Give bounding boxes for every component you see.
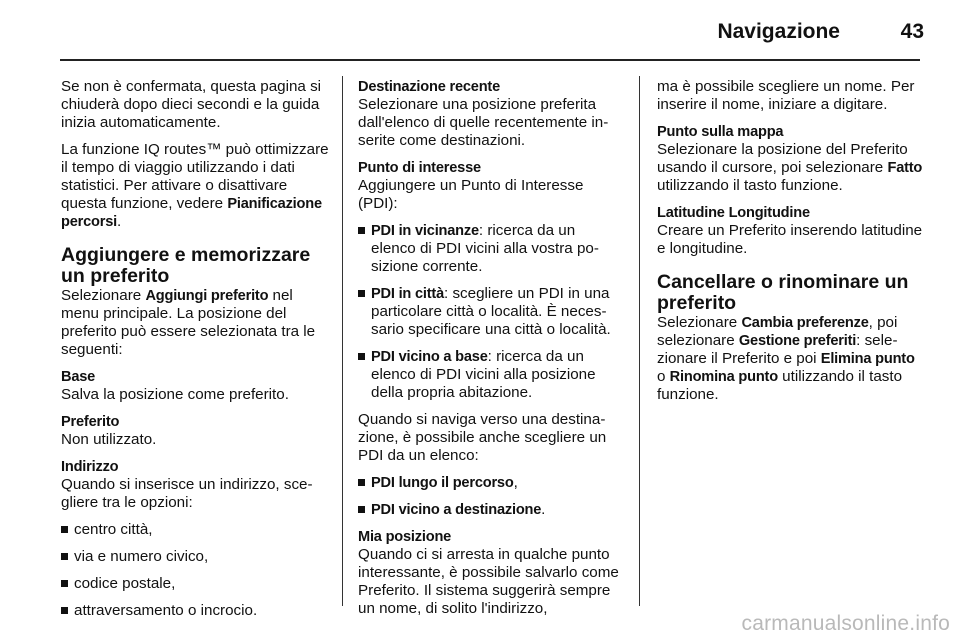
paragraph: Se non è confermata, questa pagina si chiuderà dopo dieci secondi e la guida inizia automaticamente. bbox=[61, 78, 322, 131]
paragraph: ma è possibile scegliere un nome. Per inserire il nome, iniziare a digitare. bbox=[657, 78, 915, 113]
page-number: 43 bbox=[900, 20, 924, 43]
header-rule bbox=[60, 59, 920, 61]
column-divider bbox=[639, 76, 640, 606]
paragraph: Non utilizzato. bbox=[61, 431, 157, 448]
list-item: PDI lungo il percorso, bbox=[358, 474, 622, 492]
list-item: PDI vicino a base: ricerca da un elenco di PDI vicini alla posizione della propria abitazione. bbox=[358, 348, 622, 402]
chapter-title: Navigazione bbox=[717, 20, 840, 43]
subheading: Base bbox=[61, 369, 96, 385]
list-item: via e numero civico, bbox=[61, 548, 329, 566]
list-item: PDI vicino a destinazione. bbox=[358, 501, 622, 519]
column-divider bbox=[342, 76, 343, 606]
watermark: carmanualsonline.info bbox=[741, 612, 950, 635]
list-item: PDI in città: scegliere un PDI in una particolare città o località. È necessario specificare una città o località. bbox=[358, 285, 622, 339]
paragraph: Selezionare la posizione del Preferito usando il cursore, poi selezionare Fatto utilizzando il tasto funzione. bbox=[657, 141, 923, 194]
column-1 bbox=[61, 78, 329, 629]
route-poi-list bbox=[358, 474, 622, 519]
subheading: Mia posizione bbox=[358, 529, 452, 545]
subheading: Punto di interesse bbox=[358, 160, 481, 176]
paragraph: Selezionare Aggiungi preferito nel menu principale. La posizione del preferito può essere selezionata tra le seguenti: bbox=[61, 287, 316, 358]
subheading: Destinazione recente bbox=[358, 79, 500, 95]
paragraph: Creare un Preferito inserendo latitudine e longitudine. bbox=[657, 222, 923, 257]
paragraph: Selezionare Cambia preferenze, poi selezionare Gestione preferiti: selezionare il Preferito e poi Elimina punto o Rinomina punto utilizzando il tasto funzione. bbox=[657, 314, 915, 403]
paragraph: Quando si inserisce un indirizzo, scegliere tra le opzioni: bbox=[61, 476, 313, 511]
column-2 bbox=[358, 78, 622, 618]
column-3 bbox=[657, 78, 925, 404]
subheading: Latitudine Longitudine bbox=[657, 205, 810, 221]
subheading: Preferito bbox=[61, 414, 120, 430]
list-item: PDI in vicinanze: ricerca da un elenco di PDI vicini alla vostra posizione corrente. bbox=[358, 222, 622, 276]
paragraph: Aggiungere un Punto di Interesse (PDI): bbox=[358, 177, 584, 212]
poi-list bbox=[358, 222, 622, 402]
paragraph: Selezionare una posizione preferita dall'elenco di quelle recentemente inserite come destinazioni. bbox=[358, 96, 609, 149]
paragraph: Quando ci si arresta in qualche punto interessante, è possibile salvarlo come Preferito. Il sistema suggerirà sempre un nome, di solito l'indirizzo, bbox=[358, 546, 619, 617]
list-item: codice postale, bbox=[61, 575, 329, 593]
option-list bbox=[61, 521, 329, 620]
paragraph: Quando si naviga verso una destinazione, è possibile anche scegliere un PDI da un elenco: bbox=[358, 411, 607, 464]
paragraph: Salva la posizione come preferito. bbox=[61, 386, 289, 403]
subheading: Indirizzo bbox=[61, 459, 119, 475]
section-heading: Cancellare o rinominare un preferito bbox=[657, 271, 909, 314]
list-item: attraversamento o incrocio. bbox=[61, 602, 329, 620]
subheading: Punto sulla mappa bbox=[657, 124, 784, 140]
paragraph: La funzione IQ routes™ può ottimizzare il tempo di viaggio utilizzando i dati statistici. Per attivare o disattivare questa funzione, vedere Pianificazione percorsi. bbox=[61, 141, 329, 230]
section-heading: Aggiungere e memorizzare un preferito bbox=[61, 244, 311, 287]
list-item: centro città, bbox=[61, 521, 329, 539]
